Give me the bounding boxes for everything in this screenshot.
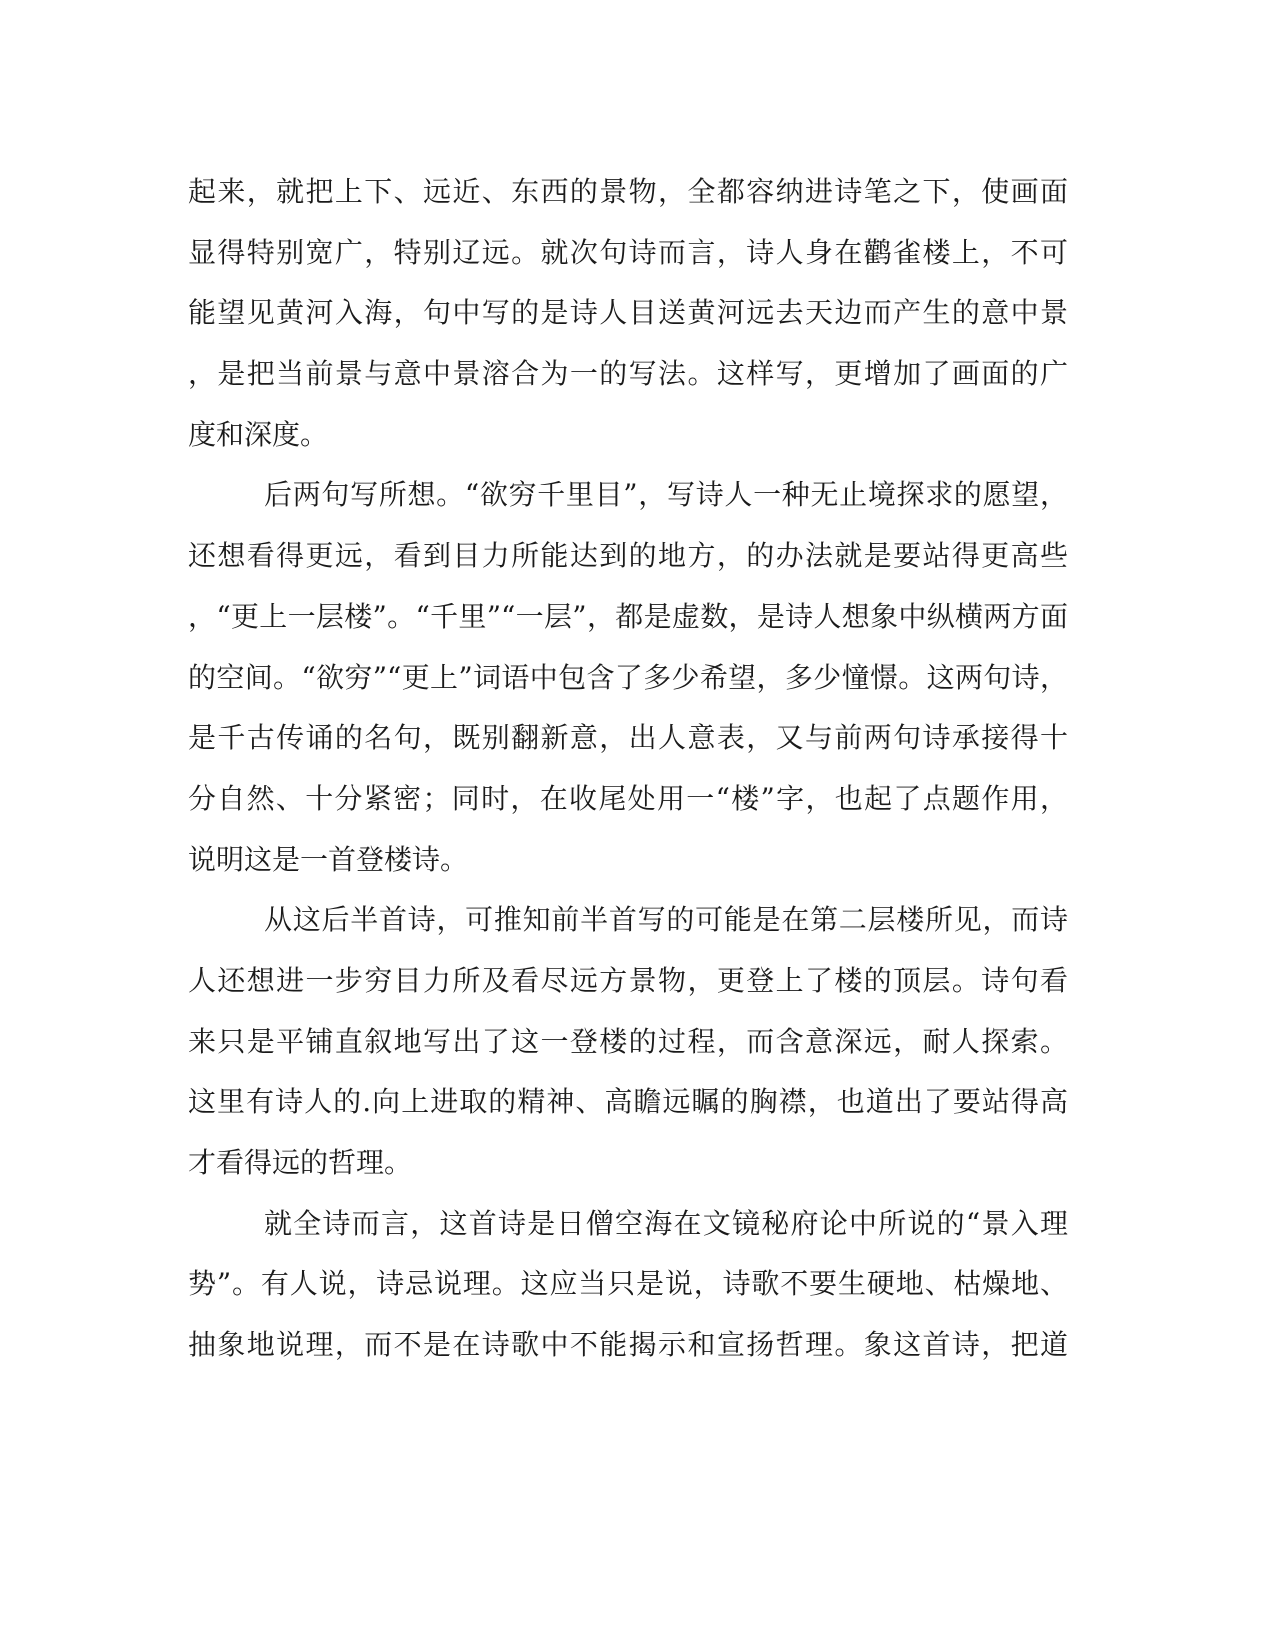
text-line: 显得特别宽广，特别辽远。就次句诗而言，诗人身在鹳雀楼上，不可	[188, 235, 1068, 269]
text-line: 这里有诗人的.向上进取的精神、高瞻远瞩的胸襟，也道出了要站得高	[188, 1085, 1068, 1119]
text-line: ，“更上一层楼”。“千里”“一层”，都是虚数，是诗人想象中纵横两方面	[188, 599, 1068, 633]
text-line: 能望见黄河入海，句中写的是诗人目送黄河远去天边而产生的意中景	[188, 296, 1068, 330]
paragraph-first-line: 就全诗而言，这首诗是日僧空海在文镜秘府论中所说的“景入理	[264, 1206, 1068, 1240]
text-line: 说明这是一首登楼诗。	[188, 842, 469, 876]
text-line: 还想看得更远，看到目力所能达到的地方，的办法就是要站得更高些	[188, 539, 1068, 573]
text-line: ，是把当前景与意中景溶合为一的写法。这样写，更增加了画面的广	[188, 357, 1068, 391]
document-body	[188, 162, 1068, 1376]
text-line: 分自然、十分紧密；同时，在收尾处用一“楼”字，也起了点题作用，	[188, 781, 1068, 815]
text-line: 是千古传诵的名句，既别翻新意，出人意表，又与前两句诗承接得十	[188, 721, 1068, 755]
text-line: 抽象地说理，而不是在诗歌中不能揭示和宣扬哲理。象这首诗，把道	[188, 1328, 1068, 1362]
text-line: 势”。有人说，诗忌说理。这应当只是说，诗歌不要生硬地、枯燥地、	[188, 1267, 1068, 1301]
text-line: 度和深度。	[188, 417, 329, 451]
text-line: 的空间。“欲穷”“更上”词语中包含了多少希望，多少憧憬。这两句诗，	[188, 660, 1068, 694]
text-line: 起来，就把上下、远近、东西的景物，全都容纳进诗笔之下，使画面	[188, 175, 1068, 208]
text-line: 来只是平铺直叙地写出了这一登楼的过程，而含意深远，耐人探索。	[188, 1024, 1068, 1058]
paragraph-first-line: 从这后半首诗，可推知前半首写的可能是在第二层楼所见，而诗	[264, 903, 1068, 937]
paragraph-first-line: 后两句写所想。“欲穷千里目”，写诗人一种无止境探求的愿望，	[264, 478, 1068, 512]
text-line: 人还想进一步穷目力所及看尽远方景物，更登上了楼的顶层。诗句看	[188, 963, 1068, 997]
text-line: 才看得远的哲理。	[188, 1146, 413, 1179]
